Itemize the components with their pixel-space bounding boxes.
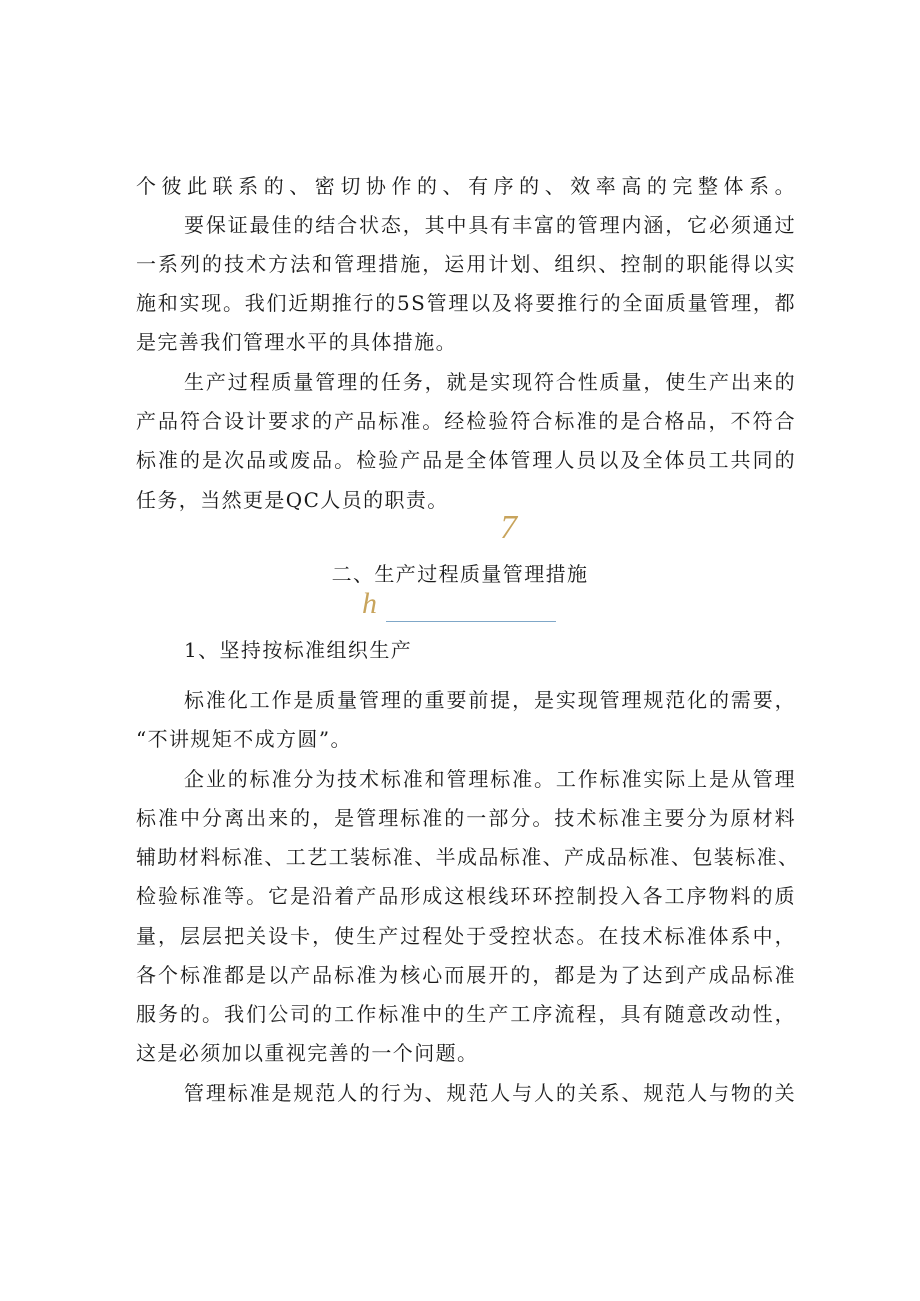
section-heading: 二、生产过程质量管理措施 [331, 562, 589, 586]
body-line: 企业的标准分为技术标准和管理标准。工作标准实际上是从管理 [184, 767, 796, 791]
body-line: 检验标准等。它是沿着产品形成这根线环环控制投入各工序物料的质 [136, 884, 796, 908]
underline-rule [386, 621, 556, 622]
subheading: 1、坚持按标准组织生产 [184, 638, 413, 662]
body-line: 生产过程质量管理的任务，就是实现符合性质量，使生产出来的 [184, 370, 796, 394]
body-line: 各个标准都是以产品标准为核心而展开的，都是为了达到产成品标准 [136, 963, 796, 987]
body-line: 服务的。我们公司的工作标准中的生产工序流程，具有随意改动性， [136, 1002, 796, 1026]
body-line: 施和实现。我们近期推行的5S管理以及将要推行的全面质量管理，都 [136, 291, 796, 315]
body-line: 要保证最佳的结合状态，其中具有丰富的管理内涵，它必须通过 [184, 213, 796, 237]
page-number-mark: 7 [500, 509, 517, 546]
body-line: 这是必须加以重视完善的一个问题。 [136, 1041, 479, 1065]
body-line: 量，层层把关设卡，使生产过程处于受控状态。在技术标准体系中， [136, 924, 796, 948]
body-line: 产品符合设计要求的产品标准。经检验符合标准的是合格品，不符合 [136, 409, 796, 433]
body-line: 管理标准是规范人的行为、规范人与人的关系、规范人与物的关 [184, 1081, 796, 1105]
body-line: 任务，当然更是QC人员的职责。 [136, 488, 449, 512]
body-line: 标准中分离出来的，是管理标准的一部分。技术标准主要分为原材料 [136, 806, 796, 830]
body-line: 辅助材料标准、工艺工装标准、半成品标准、产成品标准、包装标准、 [136, 845, 800, 869]
body-line: “不讲规矩不成方圆”。 [136, 727, 352, 751]
body-line: 标准化工作是质量管理的重要前提，是实现管理规范化的需要， [184, 688, 796, 712]
body-line: 一系列的技术方法和管理措施，运用计划、组织、控制的职能得以实 [136, 252, 796, 276]
handwritten-mark: h [362, 587, 377, 620]
body-line: 标准的是次品或废品。检验产品是全体管理人员以及全体员工共同的 [136, 448, 796, 472]
body-line: 是完善我们管理水平的具体措施。 [136, 330, 457, 354]
body-line: 个彼此联系的、密切协作的、有序的、效率高的完整体系。 [136, 174, 796, 198]
